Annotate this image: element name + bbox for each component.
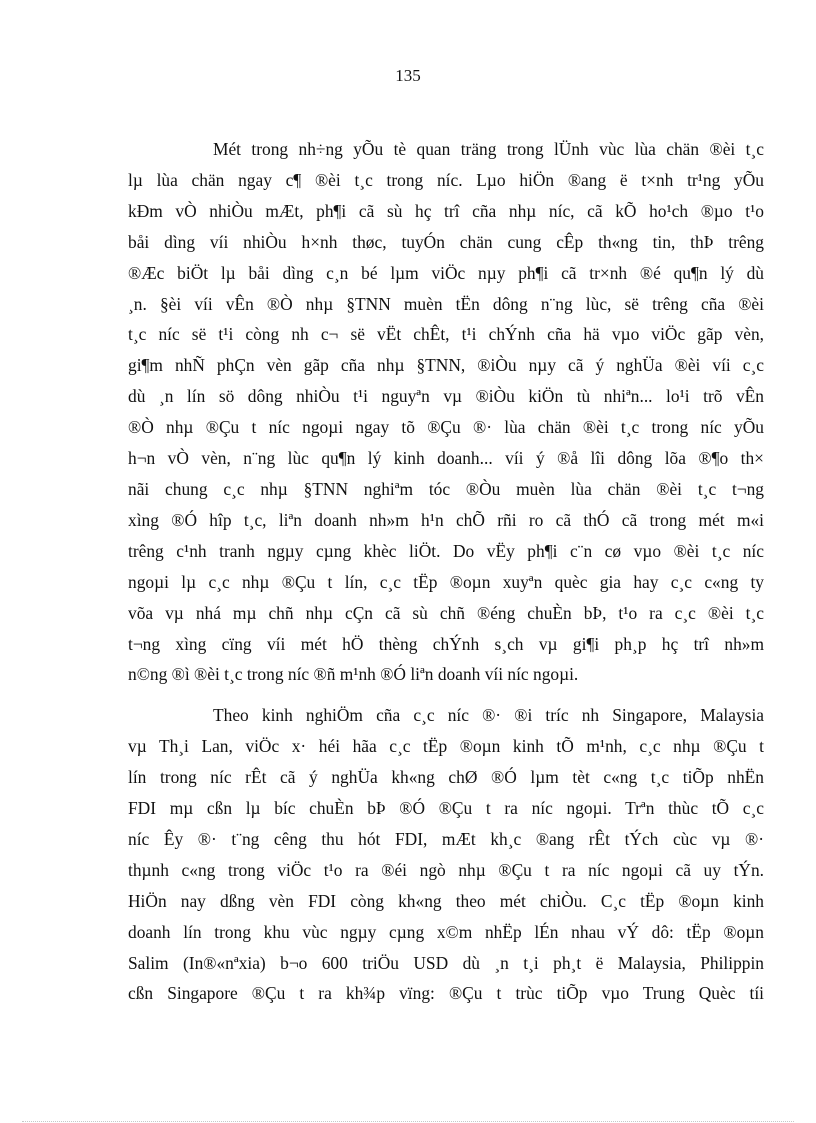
text-line: lµ lùa chän ngay c¶ ®èi t¸c trong níc. Lµo hiÖn ®ang ë t×nh tr¹ng yÕu <box>128 169 764 190</box>
text-line: FDI mµ cßn lµ bíc chuÈn bÞ ®Ó ®Çu t ra níc ngoµi. Trªn thùc tÕ c¸c <box>128 798 764 819</box>
paragraph-2 <box>128 700 764 1009</box>
text-line: nãi chung c¸c nhµ §TNN nghiªm tóc ®Òu muèn lùa chän ®èi t¸c t¬ng <box>128 478 764 499</box>
text-line: dù ¸n lín sö dông nhiÒu t¹i nguyªn vµ ®iÒu kiÖn tù nhiªn... lo¹i trõ vÊn <box>128 386 764 407</box>
text-line: trêng c¹nh tranh ngµy cµng khèc liÖt. Do vËy ph¶i c¨n cø vµo ®èi t¸c níc <box>128 540 764 561</box>
text-line: võa vµ nhá mµ chñ nhµ cÇn cã sù chñ ®éng chuÈn bÞ, t¹o ra c¸c ®èi t¸c <box>128 602 764 623</box>
page-bottom-divider <box>22 1121 794 1122</box>
text-line: ngoµi lµ c¸c nhµ ®Çu t lín, c¸c tËp ®oµn xuyªn quèc gia hay c¸c c«ng ty <box>128 571 764 592</box>
text-line: gi¶m nhÑ phÇn vèn gãp cña nhµ §TNN, ®iÒu nµy cã ý nghÜa ®èi víi c¸c <box>128 355 764 376</box>
text-line: lín trong níc rÊt cã ý nghÜa kh«ng chØ ®Ó lµm tèt c«ng t¸c tiÕp nhËn <box>128 767 764 788</box>
text-line: Mét trong nh÷ng yÕu tè quan träng trong lÜnh vùc lùa chän ®èi t¸c <box>213 139 764 159</box>
text-line: kÐm vÒ nhiÒu mÆt, ph¶i cã sù hç trî cña nhµ níc, cã kÕ ho¹ch ®µo t¹o <box>128 200 764 221</box>
text-line: xìng ®Ó hîp t¸c, liªn doanh nh»m h¹n chÕ rñi ro cã thÓ cã trong mét m«i <box>128 509 764 530</box>
page-number: 135 <box>395 66 421 85</box>
text-line: doanh lín trong khu vùc ngµy cµng x©m nhËp lÉn nhau vÝ dô: tËp ®oµn <box>128 921 764 942</box>
text-line: ¸n. §èi víi vÊn ®Ò nhµ §TNN muèn tËn dông n¨ng lùc, së trêng cña ®èi <box>128 293 764 314</box>
text-line: thµnh c«ng trong viÖc t¹o ra ®éi ngò nhµ ®Çu t ra níc ngoµi cã uy tÝn. <box>128 859 764 880</box>
document-body <box>128 134 764 1009</box>
text-line: t¬ng xìng cïng víi mét hÖ thèng chÝnh s¸ch vµ gi¶i ph¸p hç trî nh»m <box>128 633 764 654</box>
text-line: Salim (In®«nªxia) b¬o 600 triÖu USD dù ¸n t¸i ph¸t ë Malaysia, Philippin <box>128 952 764 973</box>
text-line: cßn Singapore ®Çu t ra kh¾p vïng: ®Çu t trùc tiÕp vµo Trung Quèc tíi <box>128 983 764 1004</box>
text-line: ®Æc biÖt lµ båi dìng c¸n bé lµm viÖc nµy ph¶i cã tr×nh ®é qu¶n lý dù <box>128 262 764 283</box>
text-line: vµ Th¸i Lan, viÖc x· héi hãa c¸c tËp ®oµn kinh tÕ m¹nh, c¸c nhµ ®Çu t <box>128 736 764 757</box>
text-line: ®Ò nhµ ®Çu t níc ngoµi ngay tõ ®Çu ®· lùa chän ®èi t¸c trong níc yÕu <box>128 417 764 438</box>
text-line: båi dìng víi nhiÒu h×nh thøc, tuyÓn chän cung cÊp th«ng tin, thÞ trêng <box>128 231 764 252</box>
text-line: níc Êy ®· t¨ng cêng thu hót FDI, mÆt kh¸c ®ang rÊt tÝch cùc vµ ®· <box>128 828 764 849</box>
text-line: Theo kinh nghiÖm cña c¸c níc ®· ®i tríc nh Singapore, Malaysia <box>213 705 764 726</box>
text-line: n©ng ®ì ®èi t¸c trong níc ®ñ m¹nh ®Ó liªn doanh víi níc ngoµi. <box>128 664 579 685</box>
paragraph-1 <box>128 134 764 690</box>
text-line: t¸c níc së t¹i còng nh c¬ së vËt chÊt, t¹i chÝnh cña hä vµo viÖc gãp vèn, <box>128 324 764 345</box>
text-line: h¬n vÒ vèn, n¨ng lùc qu¶n lý kinh doanh... víi ý ®å lîi dông lõa ®¶o th× <box>128 448 764 469</box>
text-line: HiÖn nay dßng vèn FDI còng kh«ng theo mét chiÒu. C¸c tËp ®oµn kinh <box>128 890 764 911</box>
